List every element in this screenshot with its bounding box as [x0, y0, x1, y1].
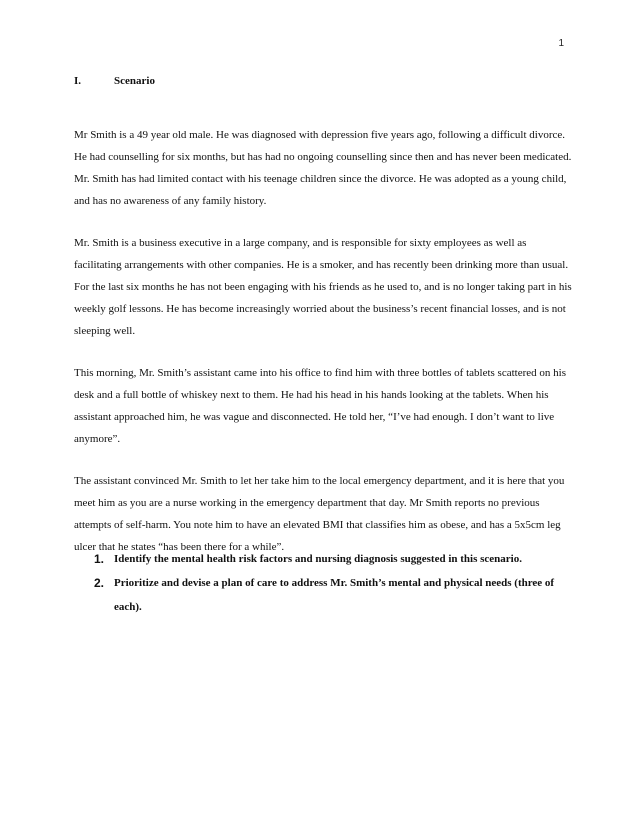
page-number: 1 [558, 38, 564, 49]
question-text: Identify the mental health risk factors and nursing diagnosis suggested in this scenario. [114, 553, 522, 565]
scenario-paragraph: Mr Smith is a 49 year old male. He was diagnosed with depression five years ago, following a difficult divorce. He had counselling for six months, but has had no ongoing counselling since then and has never been medicated. Mr. Smith has had limited contact with his teenage children since the divorce. He was adopted as a young child, and has no awareness of any family history. [74, 129, 572, 207]
question-item [94, 571, 584, 619]
question-text: Prioritize and devise a plan of care to address Mr. Smith’s mental and physical needs (three of each). [114, 577, 555, 613]
section-number: I. [74, 75, 82, 87]
question-number: 2. [94, 576, 105, 590]
section-title: Scenario [114, 75, 155, 87]
section-heading [74, 75, 155, 87]
scenario-paragraph: This morning, Mr. Smith’s assistant came into his office to find him with three bottles of tablets scattered on his desk and a full bottle of whiskey next to them. He had his head in his hands looking at the tablets. When his assistant approached him, he was vague and disconnected. He told her, “I’ve had enough. I don’t want to live anymore”. [74, 367, 566, 445]
scenario-paragraph: The assistant convinced Mr. Smith to let her take him to the local emergency department, and it is here that you meet him as you are a nurse working in the emergency department that day. Mr Smith reports no previous attempts of self-harm. You note him to have an elevated BMI that classifies him as obese, and has a 5x5cm leg ulcer that he states “has been there for a while”. [74, 475, 565, 553]
scenario-paragraph: Mr. Smith is a business executive in a large company, and is responsible for sixty employees as well as facilitating arrangements with other companies. He is a smoker, and has recently been drinking more than usual. For the last six months he has not been engaging with his friends as he used to, and is no longer taking part in his weekly golf lessons. He has become increasingly worried about the business’s recent financial losses, and is not sleeping well. [74, 237, 572, 337]
scenario-body [74, 124, 574, 578]
question-item [94, 547, 584, 571]
question-number: 1. [94, 552, 105, 566]
question-list [94, 547, 584, 619]
